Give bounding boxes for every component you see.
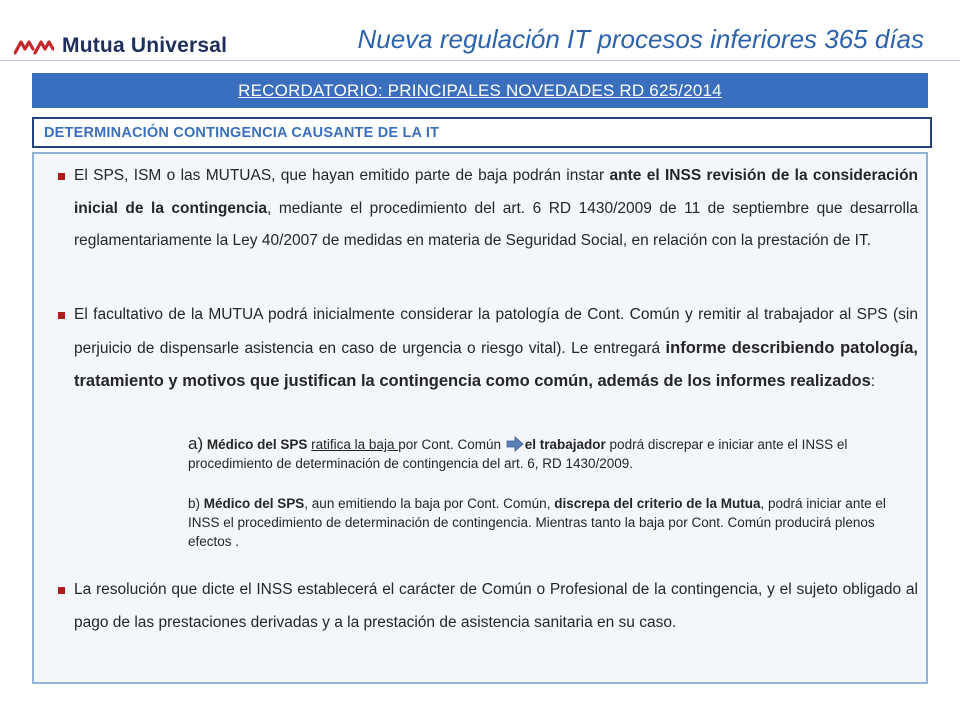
slide-header — [0, 0, 960, 64]
bullet-square-icon — [58, 312, 65, 319]
slide-title: Nueva regulación IT procesos inferiores 365 días — [357, 24, 924, 54]
brand-logo — [14, 30, 227, 62]
logo-text: Mutua Universal — [62, 34, 228, 57]
bullet-text: El facultativo de la MUTUA podrá inicialmente considerar la patología de Cont. Común y remitir al trabajador al SPS (sin perjuicio de dispensarle asistencia en caso de urgencia o riesgo vital). Le entregará informe describiendo patología, tratamiento y motivos que justifican la contingencia como común, además de los informes realizados: — [74, 306, 919, 390]
bullet-square-icon — [58, 587, 65, 594]
bullet-item — [46, 160, 918, 258]
section-title: DETERMINACIÓN CONTINGENCIA CAUSANTE DE LA IT — [44, 124, 440, 141]
sub-item-b: b) Médico del SPS, aun emitiendo la baja por Cont. Común, discrepa del criterio de la Mutua, podrá iniciar ante el INSS el procedimiento de determinación de contingencia. Mientras tanto la baja por Cont. Común producirá plenos efectos . — [188, 496, 886, 549]
bullet-square-icon — [58, 173, 65, 180]
section-header — [32, 117, 932, 148]
bullet-item — [46, 299, 918, 399]
bullet-text: La resolución que dicte el INSS establecerá el carácter de Común o Profesional de la contingencia, y el sujeto obligado al pago de las prestaciones derivadas y a la prestación de asistencia sanitaria en su caso. — [74, 581, 918, 631]
sub-item-a: a) Médico del SPS ratifica la baja por Cont. Común el trabajador podrá discrepar e iniciar ante el INSS el procedimiento de determinación de contingencia del art. 6, RD 1430/2009. — [188, 434, 848, 471]
bullet-item — [46, 574, 918, 639]
header-divider — [0, 60, 960, 61]
reminder-banner — [32, 73, 928, 108]
banner-title: RECORDATORIO: PRINCIPALES NOVEDADES RD 625/2014 — [238, 80, 722, 100]
arrow-right-icon — [506, 436, 524, 452]
content-box — [32, 152, 928, 684]
bullet-text: El SPS, ISM o las MUTUAS, que hayan emitido parte de baja podrán instar ante el INSS revisión de la consideración inicial de la contingencia, mediante el procedimiento del art. 6 RD 1430/2009 de 11 de septiembre que desarrolla reglamentariamente la Ley 40/2007 de medidas en materia de Seguridad Social, en relación con la prestación de IT. — [74, 167, 919, 249]
mutua-logo-icon — [14, 36, 54, 56]
